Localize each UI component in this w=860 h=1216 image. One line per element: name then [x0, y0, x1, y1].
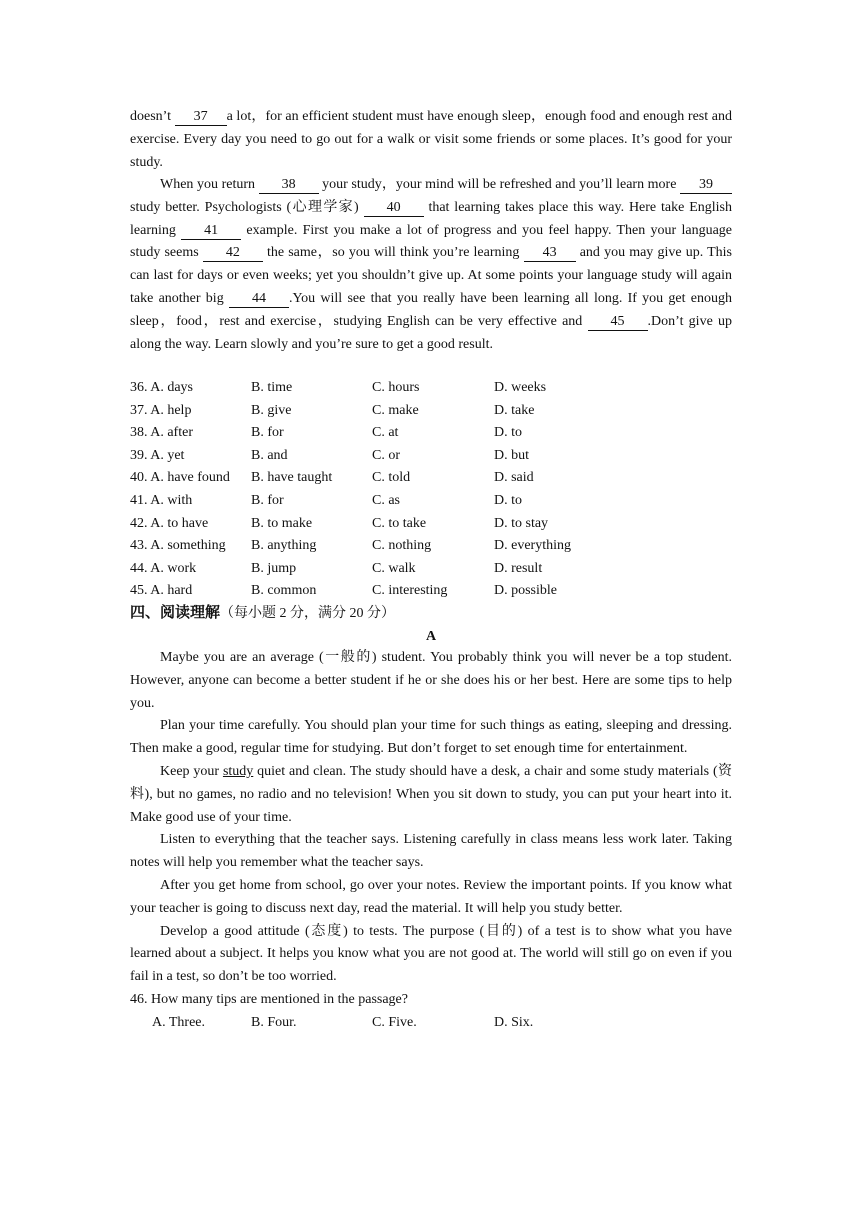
- passage-label: A: [425, 629, 437, 644]
- reading-paragraph-1: Maybe you are an average (一般的) student. You probably think you will never be a top student. However, anyone can become a better student if he or she does his or her best. Here are some tips to help you.: [130, 650, 732, 711]
- text: and you may give up. This can last for days or even weeks; yet you shouldn’t give up. At some points your language study will again take another big: [130, 245, 732, 306]
- option-row-44: [130, 558, 732, 581]
- option-b[interactable]: B. jump: [251, 560, 297, 576]
- option-c[interactable]: C. as: [372, 492, 400, 508]
- option-d[interactable]: D. possible: [494, 583, 557, 599]
- option-a[interactable]: 45. A. hard: [130, 583, 193, 599]
- underlined-word: study: [222, 763, 254, 779]
- option-c[interactable]: C. hours: [372, 380, 420, 395]
- text: Keep your: [160, 763, 223, 779]
- text: .Don’t give up along the way. Learn slowly and you’re sure to get a good result.: [130, 313, 733, 352]
- text: When you return: [160, 177, 259, 192]
- blank-41[interactable]: 41: [181, 223, 241, 240]
- blank-40[interactable]: 40: [364, 200, 424, 217]
- option-b[interactable]: B. common: [251, 583, 317, 599]
- section-note: （每小题 2 分，满分 20 分）: [220, 606, 396, 621]
- option-row-43: [130, 535, 732, 558]
- option-d[interactable]: D. to: [494, 492, 522, 508]
- text: study better. Psychologists (心理学家): [130, 199, 364, 215]
- reading-paragraph-5: After you get home from school, go over your notes. Review the important points. If you know what your teacher is going to discuss next day, read the material. It will help you study better.: [130, 877, 732, 916]
- option-a[interactable]: 38. A. after: [130, 425, 193, 441]
- cloze-paragraph-2: [130, 174, 732, 356]
- option-d[interactable]: D. but: [494, 447, 529, 463]
- text: .You will see that you really have been learning all long. If you get enough sleep，food，rest and exercise，studying English can be very effective and: [130, 290, 732, 329]
- option-row-40: [130, 467, 732, 490]
- option-d[interactable]: D. result: [494, 560, 543, 576]
- reading-paragraph-2: Plan your time carefully. You should plan your time for such things as eating, sleeping and dressing. Then make a good, regular time for studying. But don’t forget to set enough time for entertainment.: [130, 718, 732, 757]
- option-a[interactable]: 36. A. days: [130, 380, 193, 395]
- section-heading: [130, 600, 732, 624]
- reading-paragraph-4: Listen to everything that the teacher says. Listening carefully in class means less work later. Taking notes will help you remember what the teacher says.: [130, 832, 732, 871]
- options-list: [130, 377, 732, 603]
- option-c[interactable]: C. or: [372, 447, 400, 463]
- reading-passage: [130, 647, 732, 1034]
- option-c[interactable]: C. make: [372, 402, 419, 418]
- option-row-36: [130, 377, 732, 400]
- text: your study，your mind will be refreshed and you’ll learn more: [318, 177, 680, 192]
- option-c[interactable]: C. walk: [372, 560, 416, 576]
- option-d[interactable]: D. everything: [494, 538, 571, 554]
- option-d[interactable]: D. said: [494, 470, 534, 486]
- option-b[interactable]: B. anything: [251, 538, 317, 554]
- option-a[interactable]: 41. A. with: [130, 492, 193, 508]
- option-c[interactable]: C. interesting: [372, 583, 448, 599]
- option-b[interactable]: B. have taught: [251, 470, 333, 486]
- option-row-38: [130, 422, 732, 445]
- text: doesn’t: [130, 109, 175, 124]
- blank-42[interactable]: 42: [203, 245, 263, 262]
- section-title: 四、阅读理解: [130, 603, 221, 621]
- option-row-42: [130, 513, 732, 536]
- option-b[interactable]: B. for: [251, 425, 284, 441]
- option-b[interactable]: B. time: [251, 380, 293, 395]
- option-a[interactable]: 37. A. help: [130, 402, 192, 418]
- text: the same，so you will think you’re learning: [262, 245, 524, 261]
- reading-paragraph-3: [130, 761, 732, 829]
- option-a[interactable]: 40. A. have found: [130, 470, 230, 486]
- option-c[interactable]: C. nothing: [372, 538, 432, 554]
- option-d[interactable]: D. take: [494, 402, 535, 418]
- option-c[interactable]: C. Five.: [372, 1014, 417, 1030]
- blank-44[interactable]: 44: [229, 291, 289, 308]
- blank-43[interactable]: 43: [524, 245, 576, 262]
- option-d[interactable]: D. to: [494, 425, 522, 441]
- blank-37[interactable]: 37: [175, 109, 227, 126]
- blank-39[interactable]: 39: [680, 177, 732, 194]
- option-row-39: [130, 445, 732, 468]
- option-c[interactable]: C. at: [372, 425, 399, 441]
- text: quiet and clean. The study should have a desk, a chair and some study materials (资料), but no games, no radio and no television! When you sit down to study, you can put your heart into it. Make good use of your time.: [130, 763, 733, 825]
- blank-45[interactable]: 45: [588, 314, 648, 331]
- option-c[interactable]: C. to take: [372, 515, 427, 531]
- option-b[interactable]: B. for: [251, 492, 284, 508]
- text: that learning takes place this way. Here take English learning: [130, 199, 732, 238]
- option-a[interactable]: 42. A. to have: [130, 515, 209, 531]
- option-b[interactable]: B. Four.: [251, 1014, 297, 1030]
- option-a[interactable]: 39. A. yet: [130, 447, 185, 463]
- option-d[interactable]: D. weeks: [494, 380, 547, 395]
- text: example. First you make a lot of progress and you feel happy. Then your language study seems: [130, 222, 732, 261]
- option-b[interactable]: B. and: [251, 447, 288, 463]
- text: a lot，for an efficient student must have enough sleep，enough food and enough rest and exercise. Every day you need to go out for a walk or visit some friends or some places. It’s good for your study.: [130, 109, 732, 170]
- reading-paragraph-6: Develop a good attitude (态度) to tests. The purpose (目的) of a test is to show what you have learned about a subject. It helps you know what you are not good at. The world will still go on even if you fail in a test, so don’t be too worried.: [130, 923, 732, 985]
- option-a[interactable]: A. Three.: [152, 1014, 205, 1030]
- option-c[interactable]: C. told: [372, 470, 411, 486]
- option-d[interactable]: D. to stay: [494, 515, 549, 531]
- option-a[interactable]: 43. A. something: [130, 538, 226, 554]
- option-b[interactable]: B. to make: [251, 515, 313, 531]
- blank-38[interactable]: 38: [259, 177, 319, 194]
- question-46-options: [130, 1012, 732, 1034]
- cloze-paragraph-1: [130, 106, 732, 174]
- option-d[interactable]: D. Six.: [494, 1014, 534, 1030]
- option-row-41: [130, 490, 732, 513]
- option-b[interactable]: B. give: [251, 402, 292, 418]
- option-a[interactable]: 44. A. work: [130, 560, 197, 576]
- option-row-37: [130, 400, 732, 423]
- question-46-stem: 46. How many tips are mentioned in the passage?: [130, 991, 408, 1007]
